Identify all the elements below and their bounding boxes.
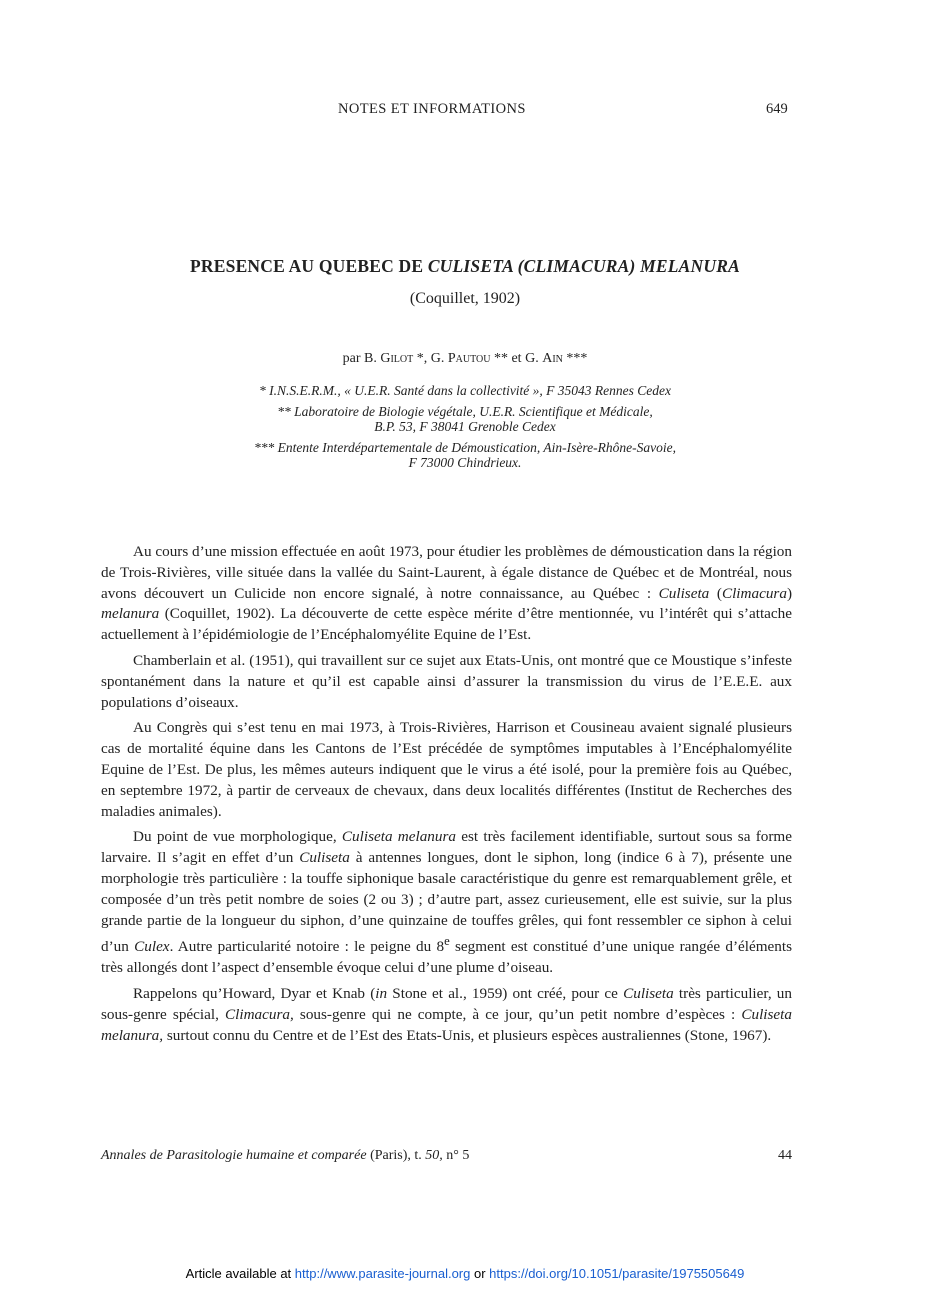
p5-subgenus: Climacura, xyxy=(225,1005,294,1023)
paragraph-2: Chamberlain et al. (1951), qui travaillent sur ce sujet aux Etats-Unis, ont montré que ce Moustique s’infeste spontanément dans la nature et qu’il est capable ainsi d’assurer la transmission du virus de l’E.E.E. aux populations d’oiseaux. xyxy=(101,651,792,711)
access-middle: or xyxy=(470,1266,490,1281)
p4-genus: Culiseta xyxy=(299,849,350,867)
affiliation-3-line-2: F 73000 Chindrieux. xyxy=(408,455,522,470)
access-prefix: Article available at xyxy=(185,1266,295,1281)
p1-species: melanura xyxy=(101,605,160,623)
author-3-initial: G. xyxy=(525,351,539,366)
p4-text-c: est très facilement identifiable, surtout sous sa forme larvaire. Il s’agit en effet d’un xyxy=(101,828,792,867)
journal-citation xyxy=(101,1148,469,1164)
p4-species: Culiseta melanura xyxy=(341,828,456,846)
p4-text-a: Du point de vue morphologique, xyxy=(133,828,342,846)
author-2-mark: ** xyxy=(493,351,508,366)
running-title: NOTES ET INFORMATIONS xyxy=(338,101,526,117)
author-2-name: Pautou xyxy=(447,351,491,366)
journal-details-a: (Paris), t. xyxy=(366,1148,426,1163)
paragraph-1 xyxy=(101,542,792,646)
affiliation-1-line-1: * I.N.S.E.R.M., « U.E.R. Santé dans la collectivité », F 35043 Rennes Cedex xyxy=(258,383,672,398)
article-subtitle: (Coquillet, 1902) xyxy=(409,290,521,307)
paragraph-5 xyxy=(101,984,792,1046)
p1-subgenus: Climacura xyxy=(721,584,787,602)
p5-text-i: surtout connu du Centre et de l’Est des Etats-Unis, et plusieurs espèces australiennes (Stone, 1967). xyxy=(163,1026,772,1044)
author-par: par xyxy=(342,351,361,366)
affiliation-2-line-1: ** Laboratoire de Biologie végétale, U.E.R. Scientifique et Médicale, xyxy=(277,404,653,419)
p5-in: in xyxy=(375,985,388,1002)
p4-superscript: e xyxy=(444,934,450,949)
p4-text-h: segment est constitué d’une unique rangée d’éléments très allongés dont l’aspect d’ensemble évoque celui d’une plume d’oiseau. xyxy=(101,938,792,977)
affiliation-1 xyxy=(140,383,790,398)
doi-link[interactable]: https://doi.org/10.1051/parasite/1975505649 xyxy=(489,1266,745,1281)
p5-text-a: Rappelons qu’Howard, Dyar et Knab ( xyxy=(133,985,376,1002)
author-2-initial: G. xyxy=(430,351,445,366)
p1-text-g: (Coquillet, 1902). La découverte de cette espèce mérite d’être mentionnée, vu l’intérêt qui s’attache actuellement à l’épidémiologie de l’Encéphalomyélite Equine de l’Est. xyxy=(101,605,792,644)
p4-text-g: . Autre particularité notoire : le peigne du 8 xyxy=(169,938,445,956)
p5-genus: Culiseta xyxy=(623,985,674,1002)
author-et: et xyxy=(511,351,522,366)
journal-name: Annales de Parasitologie humaine et comparée xyxy=(101,1148,367,1163)
title-species: CULISETA (CLIMACURA) MELANURA xyxy=(427,256,740,276)
p5-species: Culiseta melanura, xyxy=(101,1005,792,1044)
p1-genus: Culiseta xyxy=(658,584,710,602)
page-number: 649 xyxy=(766,101,788,117)
p4-text-e: à antennes longues, dont le siphon, long (indice 6 à 7), présente une morphologie très particulière : la touffe siphonique basale caractéristique du genre est remarquablement grêle, et composée d’un très petit nombre de soies (2 ou 3) ; d’autre part, assez curieusement, elle est suivie, sur la plus grande partie de la longueur du siphon, d’une quinzaine de touffes grêles, qui font ressembler ce siphon à celui d’un xyxy=(101,849,792,956)
p1-text-a: Au cours d’une mission effectuée en août 1973, pour étudier les problèmes de démoustication dans la région de Trois-Rivières, ville située dans la vallée du Saint-Laurent, à égale distance de Québec et de Montréal, nous avons découvert un Culicide non encore signalé, à notre connaissance, au Québec : xyxy=(101,543,792,602)
affiliation-3-line-1: *** Entente Interdépartementale de Démoustication, Ain-Isère-Rhône-Savoie, xyxy=(253,440,676,455)
p1-text-c: ( xyxy=(709,584,722,602)
p5-text-e: très particulier, un sous-genre spécial, xyxy=(101,985,792,1023)
journal-volume: 50, xyxy=(425,1148,443,1163)
author-1-mark: * xyxy=(416,351,424,366)
author-1-name: Gilot xyxy=(380,351,414,366)
paragraph-4 xyxy=(101,827,792,979)
p4-culex: Culex xyxy=(134,938,170,956)
author-line: par B. Gilot *, G. Pautou ** et G. Ain *** xyxy=(342,351,588,366)
issue-page-number: 44 xyxy=(778,1148,792,1163)
affiliation-3 xyxy=(140,440,790,470)
affiliation-2 xyxy=(140,404,790,434)
page-footer xyxy=(101,1148,792,1168)
author-3-name: Ain xyxy=(542,351,563,366)
journal-link[interactable]: http://www.parasite-journal.org xyxy=(294,1266,471,1281)
access-notice xyxy=(0,1266,930,1281)
p5-text-c: Stone et al., 1959) ont créé, pour ce xyxy=(387,985,624,1002)
affiliation-2-line-2: B.P. 53, F 38041 Grenoble Cedex xyxy=(374,419,556,434)
author-3-mark: *** xyxy=(566,351,588,366)
journal-details-b: n° 5 xyxy=(442,1148,470,1163)
author-1-initial: B. xyxy=(364,351,377,366)
paragraph-3: Au Congrès qui s’est tenu en mai 1973, à Trois-Rivières, Harrison et Cousineau avaient signalé plusieurs cas de mortalité équine dans les Cantons de l’Est précédée de symptômes imputables à l’Encéphalomyélite Equine de l’Est. De plus, les mêmes auteurs indiquent que le virus a été isolé, pour la première fois au Québec, en septembre 1972, à partir de cerveaux de chevaux, dans deux localités différentes (Institut de Recherches des maladies animales). xyxy=(101,719,792,820)
page-header xyxy=(0,101,930,121)
p5-text-g: sous-genre qui ne compte, à ce jour, qu’un petit nombre d’espèces : xyxy=(293,1005,742,1023)
article-body xyxy=(101,542,792,1051)
title-prefix: PRESENCE AU QUEBEC DE xyxy=(190,256,428,276)
article-title xyxy=(0,256,930,277)
p1-text-e: ) xyxy=(786,584,792,602)
